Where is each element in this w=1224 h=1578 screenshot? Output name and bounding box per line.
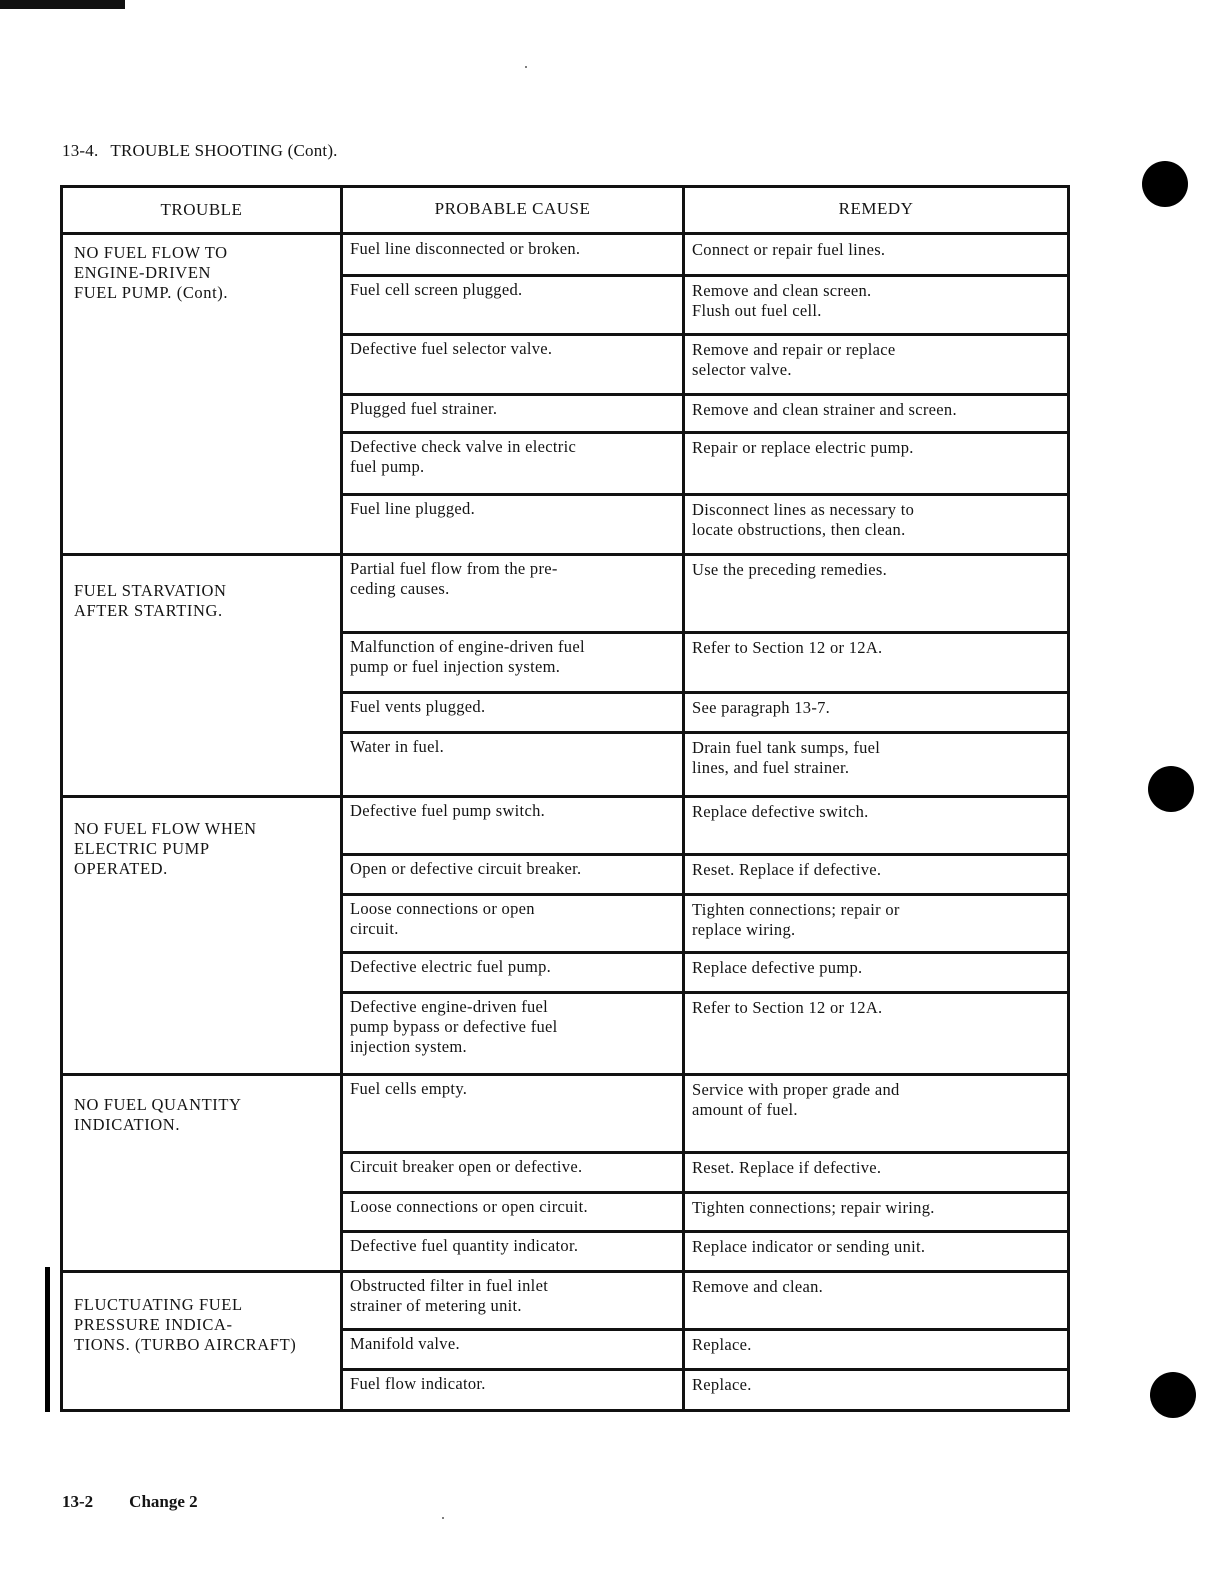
trouble-cell [74,819,257,879]
remedy-line: Replace defective pump. [692,958,863,977]
revision-change-bar [45,1267,50,1412]
remedy-cell [692,340,1062,380]
trouble-cell [74,1295,296,1355]
trouble-line: NO FUEL FLOW WHEN [74,819,257,838]
cause-line: Fuel cells empty. [350,1079,468,1098]
remedy-line: Refer to Section 12 or 12A. [692,638,883,657]
remedy-cell [692,500,1062,540]
speck [525,66,527,68]
trouble-line: FUEL PUMP. (Cont). [74,283,229,302]
cause-line: Defective fuel quantity indicator. [350,1236,579,1255]
remedy-line: Service with proper grade and [692,1080,900,1099]
remedy-cell [692,1080,1062,1120]
cause-line: Fuel line disconnected or broken. [350,239,581,258]
remedy-cell [692,958,1062,978]
probable-cause-cell [350,637,676,677]
header-remedy: REMEDY [838,199,914,218]
row-divider [340,393,1070,396]
remedy-cell [692,1158,1062,1178]
section-title: TROUBLE SHOOTING (Cont). [110,141,338,160]
cause-line: Open or defective circuit breaker. [350,859,582,878]
cause-line: circuit. [350,919,399,938]
remedy-cell [692,1198,1062,1218]
remedy-cell [692,900,1062,940]
cause-line: Obstructed filter in fuel inlet [350,1276,549,1295]
trouble-line: FLUCTUATING FUEL [74,1295,243,1314]
probable-cause-cell [350,1334,676,1354]
binder-hole [1148,766,1194,812]
cause-line: Fuel flow indicator. [350,1374,486,1393]
column-divider [682,185,685,1412]
page-footer [62,1492,198,1512]
remedy-cell [692,698,1062,718]
remedy-line: Tighten connections; repair or [692,900,900,919]
cause-line: Loose connections or open [350,899,535,918]
row-divider [340,1191,1070,1194]
trouble-line: PRESSURE INDICA- [74,1315,233,1334]
probable-cause-cell [350,559,676,599]
remedy-line: Reset. Replace if defective. [692,1158,882,1177]
remedy-line: Flush out fuel cell. [692,301,822,320]
change-number: Change 2 [129,1492,198,1511]
row-divider [340,631,1070,634]
trouble-line: FUEL STARVATION [74,581,227,600]
cause-line: Plugged fuel strainer. [350,399,498,418]
remedy-line: amount of fuel. [692,1100,798,1119]
remedy-line: See paragraph 13-7. [692,698,831,717]
cause-line: Partial fuel flow from the pre- [350,559,558,578]
probable-cause-cell [350,1374,676,1394]
remedy-cell [692,438,1062,458]
cause-line: Defective fuel pump switch. [350,801,546,820]
trouble-cell [74,1095,242,1135]
remedy-cell [692,638,1062,658]
section-number: 13-4. [62,141,99,160]
cause-line: Malfunction of engine-driven fuel [350,637,585,656]
trouble-line: OPERATED. [74,859,168,878]
remedy-line: Remove and clean. [692,1277,824,1296]
remedy-line: Replace indicator or sending unit. [692,1237,926,1256]
cause-line: Defective check valve in electric [350,437,577,456]
probable-cause-cell [350,1079,676,1099]
row-divider [340,991,1070,994]
remedy-line: Replace. [692,1335,752,1354]
row-divider [340,691,1070,694]
remedy-cell [692,1237,1062,1257]
remedy-line: Remove and clean strainer and screen. [692,400,957,419]
remedy-line: Replace defective switch. [692,802,869,821]
remedy-line: Tighten connections; repair wiring. [692,1198,935,1217]
probable-cause-cell [350,399,676,419]
probable-cause-cell [350,697,676,717]
cause-line: Circuit breaker open or defective. [350,1157,583,1176]
probable-cause-cell [350,339,676,359]
probable-cause-cell [350,1157,676,1177]
cause-line: Defective engine-driven fuel [350,997,549,1016]
row-divider [340,431,1070,434]
remedy-cell [692,738,1062,778]
trouble-line: TIONS. (TURBO AIRCRAFT) [74,1335,297,1354]
header-trouble: TROUBLE [160,200,243,219]
trouble-line: ELECTRIC PUMP [74,839,210,858]
probable-cause-cell [350,1236,676,1256]
probable-cause-cell [350,1276,676,1316]
trouble-line: INDICATION. [74,1115,181,1134]
cause-line: strainer of metering unit. [350,1296,522,1315]
remedy-line: lines, and fuel strainer. [692,758,850,777]
probable-cause-cell [350,801,676,821]
binder-hole [1142,161,1188,207]
remedy-line: Remove and clean screen. [692,281,872,300]
row-divider [340,951,1070,954]
remedy-cell [692,281,1062,321]
cause-line: pump or fuel injection system. [350,657,561,676]
cause-line: Loose connections or open circuit. [350,1197,588,1216]
remedy-line: Reset. Replace if defective. [692,860,882,879]
remedy-cell [692,998,1062,1018]
probable-cause-cell [350,499,676,519]
group-divider [60,1270,1070,1273]
probable-cause-cell [350,899,676,939]
row-divider [340,731,1070,734]
remedy-line: Refer to Section 12 or 12A. [692,998,883,1017]
remedy-cell [692,400,1062,420]
header-divider [60,232,1070,235]
cause-line: Manifold valve. [350,1334,460,1353]
column-divider [340,185,343,1412]
remedy-line: locate obstructions, then clean. [692,520,906,539]
cause-line: fuel pump. [350,457,425,476]
row-divider [340,493,1070,496]
row-divider [340,274,1070,277]
probable-cause-cell [350,1197,676,1217]
cause-line: injection system. [350,1037,467,1056]
remedy-cell [692,860,1062,880]
row-divider [340,853,1070,856]
probable-cause-cell [350,280,676,300]
remedy-cell [692,1375,1062,1395]
row-divider [340,1230,1070,1233]
group-divider [60,1073,1070,1076]
page-number: 13-2 [62,1492,94,1511]
cause-line: ceding causes. [350,579,450,598]
remedy-line: Connect or repair fuel lines. [692,240,886,259]
cause-line: Fuel vents plugged. [350,697,486,716]
probable-cause-cell [350,239,676,259]
trouble-line: ENGINE-DRIVEN [74,263,212,282]
remedy-line: Disconnect lines as necessary to [692,500,915,519]
remedy-line: Drain fuel tank sumps, fuel [692,738,881,757]
remedy-cell [692,1335,1062,1355]
remedy-cell [692,240,1062,260]
remedy-line: Use the preceding remedies. [692,560,888,579]
trouble-line: AFTER STARTING. [74,601,223,620]
remedy-line: Repair or replace electric pump. [692,438,914,457]
remedy-line: Remove and repair or replace [692,340,896,359]
cause-line: Defective fuel selector valve. [350,339,553,358]
trouble-line: NO FUEL QUANTITY [74,1095,242,1114]
group-divider [60,553,1070,556]
remedy-line: Replace. [692,1375,752,1394]
binder-hole [1150,1372,1196,1418]
trouble-line: NO FUEL FLOW TO [74,243,228,262]
section-heading [62,141,338,161]
trouble-cell [74,243,228,303]
cause-line: Water in fuel. [350,737,445,756]
probable-cause-cell [350,859,676,879]
speck [442,1517,444,1519]
remedy-line: replace wiring. [692,920,796,939]
cause-line: Fuel cell screen plugged. [350,280,523,299]
remedy-cell [692,802,1062,822]
remedy-cell [692,560,1062,580]
probable-cause-cell [350,737,676,757]
top-edge-bar [0,0,125,9]
probable-cause-cell [350,957,676,977]
row-divider [340,1151,1070,1154]
remedy-cell [692,1277,1062,1297]
cause-line: Defective electric fuel pump. [350,957,552,976]
trouble-cell [74,581,227,621]
header-probable-cause: PROBABLE CAUSE [434,199,591,218]
row-divider [340,1328,1070,1331]
cause-line: pump bypass or defective fuel [350,1017,558,1036]
cause-line: Fuel line plugged. [350,499,476,518]
row-divider [340,1368,1070,1371]
troubleshooting-table [60,185,1070,1412]
group-divider [60,795,1070,798]
row-divider [340,893,1070,896]
probable-cause-cell [350,437,676,477]
row-divider [340,333,1070,336]
probable-cause-cell [350,997,676,1057]
remedy-line: selector valve. [692,360,792,379]
